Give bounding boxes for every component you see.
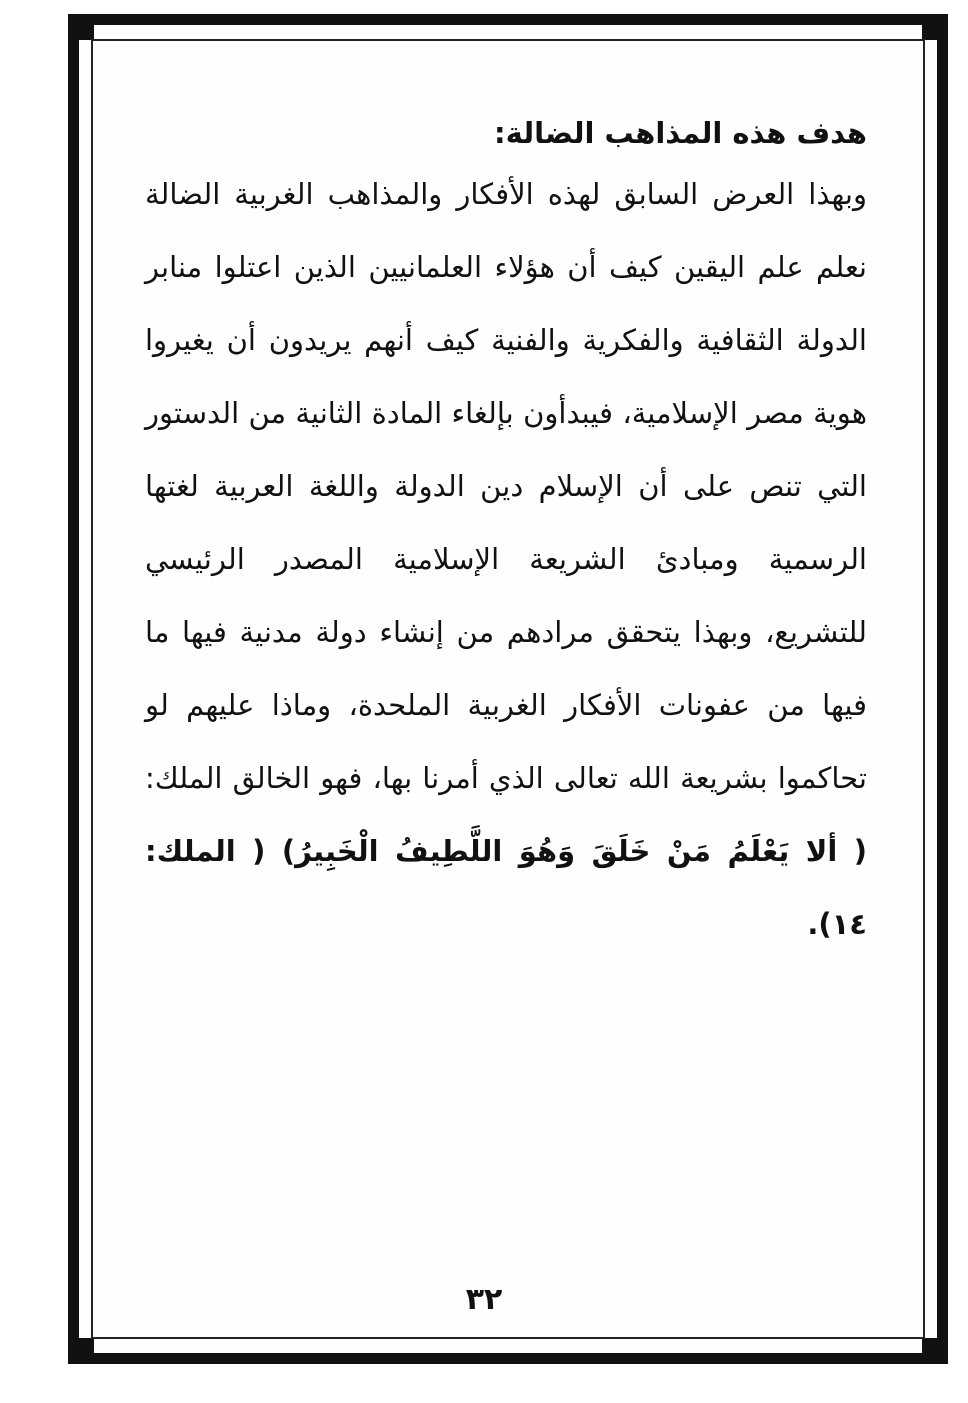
- page-number: ٣٢: [465, 1282, 503, 1317]
- page-content: [145, 108, 867, 961]
- frame-corner-top-left: [68, 14, 94, 40]
- frame-corner-bottom-left: [68, 1338, 94, 1364]
- frame-corner-bottom-right: [922, 1338, 948, 1364]
- frame-corner-top-right: [922, 14, 948, 40]
- body-paragraph: [145, 158, 867, 961]
- section-heading: هدف هذه المذاهب الضالة:: [494, 116, 867, 150]
- body-text: وبهذا العرض السابق لهذه الأفكار والمذاهب الغربية الضالة نعلم علم اليقين كيف أن هؤلاء العلمانيين الذين اعتلوا منابر الدولة الثقافية والفكرية والفنية كيف أنهم يريدون أن يغيروا هوية مصر الإسلامية، فيبدأون بإلغاء المادة الثانية من الدستور التي تنص على أن الإسلام دين الدولة واللغة العربية لغتها الرسمية ومبادئ الشريعة الإسلامية المصدر الرئيسي للتشريع، وبهذا يتحقق مرادهم من إنشاء دولة مدنية فيها ما فيها من عفونات الأفكار الغربية الملحدة، وماذا عليهم لو تحاكموا بشريعة الله تعالى الذي أمرنا بها، فهو الخالق الملك:: [145, 177, 867, 795]
- quran-quote: ( ألا يَعْلَمُ مَنْ خَلَقَ وَهُوَ اللَّطِيفُ الْخَبِيرُ) ( الملك: ١٤).: [145, 834, 867, 941]
